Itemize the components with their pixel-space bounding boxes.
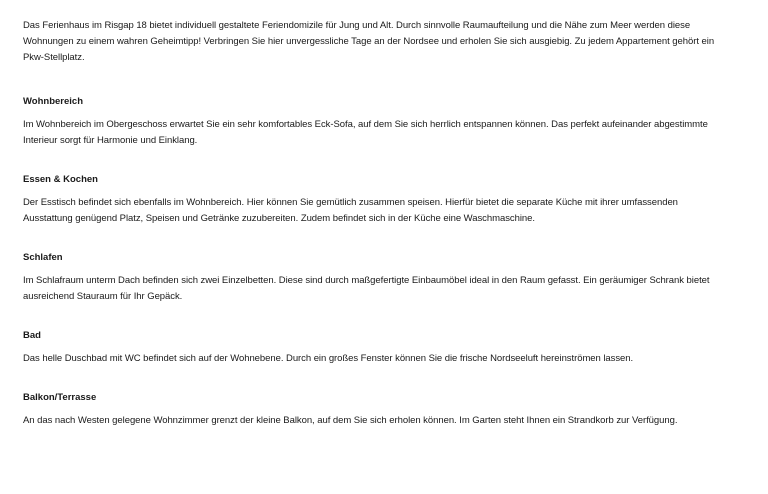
- section-heading: Essen & Kochen: [23, 174, 98, 185]
- section-schlafen: [23, 250, 728, 305]
- intro-paragraph: Das Ferienhaus im Risgap 18 bietet individuell gestaltete Feriendomizile für Jung und Alt. Durch sinnvolle Raumaufteilung und die Nähe zum Meer werden diese Wohnungen zu einem wahren Geheimtipp! Verbringen Sie hier unvergessliche Tage an der Nordsee und erholen Sie sich ausgiebig. Zu jedem Appartement gehört ein Pkw-Stellplatz.: [23, 20, 715, 63]
- section-essen-kochen: [23, 172, 728, 227]
- section-balkon-terrasse: [23, 390, 728, 429]
- section-heading: Bad: [23, 330, 41, 341]
- section-heading: Schlafen: [23, 252, 63, 263]
- section-text: Im Schlafraum unterm Dach befinden sich zwei Einzelbetten. Diese sind durch maßgefertigte Einbaumöbel ideal in den Raum gefasst. Ein geräumiger Schrank bietet ausreichend Stauraum für Ihr Gepäck.: [23, 275, 710, 302]
- section-wohnbereich: [23, 94, 728, 149]
- section-heading: Balkon/Terrasse: [23, 392, 97, 403]
- section-text: Der Esstisch befindet sich ebenfalls im Wohnbereich. Hier können Sie gemütlich zusammen speisen. Hierfür bietet die separate Küche mit ihrer umfassenden Ausstattung genügend Platz, Speisen und Getränke zuzubereiten. Zudem befindet sich in der Küche eine Waschmaschine.: [23, 197, 678, 224]
- section-bad: [23, 328, 728, 367]
- section-text: An das nach Westen gelegene Wohnzimmer grenzt der kleine Balkon, auf dem Sie sich erholen können. Im Garten steht Ihnen ein Strandkorb zur Verfügung.: [23, 415, 678, 426]
- section-heading: Wohnbereich: [23, 96, 83, 107]
- section-text: Im Wohnbereich im Obergeschoss erwartet Sie ein sehr komfortables Eck-Sofa, auf dem Sie sich herrlich entspannen können. Das perfekt aufeinander abgestimmte Interieur sorgt für Harmonie und Einklang.: [23, 119, 708, 146]
- section-text: Das helle Duschbad mit WC befindet sich auf der Wohnebene. Durch ein großes Fenster können Sie die frische Nordseeluft hereinströmen lassen.: [23, 353, 634, 364]
